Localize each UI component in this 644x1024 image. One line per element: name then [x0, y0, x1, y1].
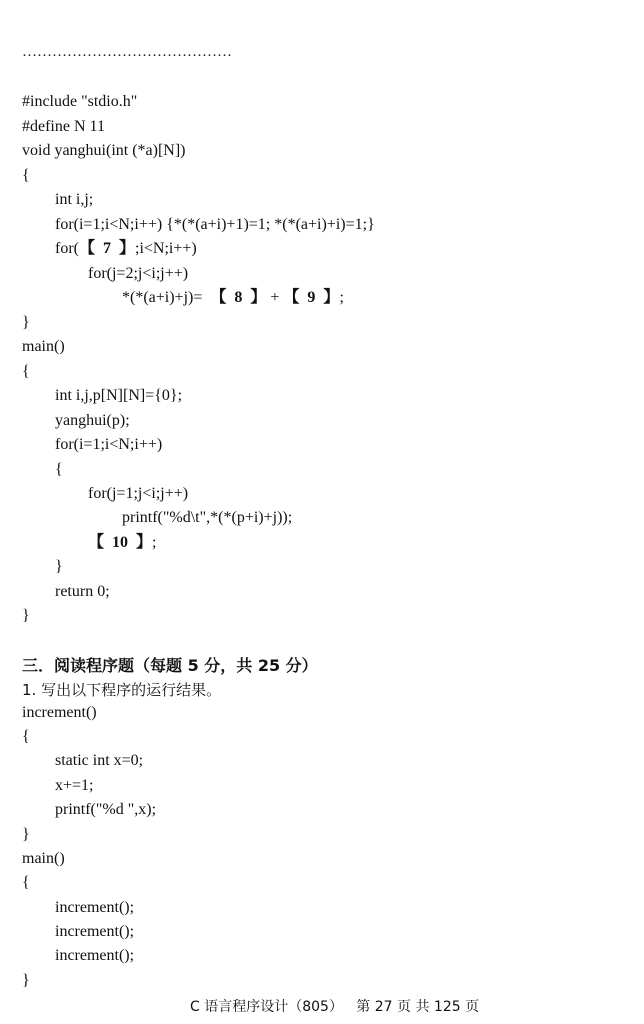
code-line: #define N 11 [22, 118, 105, 135]
code-line: x+=1; [55, 777, 94, 794]
blank-7: 【 7 】 [78, 240, 135, 257]
code-text: ; [339, 289, 344, 306]
separator-dots: …………………………………… [22, 44, 232, 60]
code-line: { [22, 363, 30, 380]
page-footer: C 语言程序设计（805） 第 27 页 共 125 页 [190, 999, 480, 1015]
code-line: int i,j,p[N][N]={0}; [55, 387, 183, 404]
code-line: { [55, 461, 63, 478]
code-line: for(j=1;j<i;j++) [88, 485, 189, 502]
code-line: main() [22, 338, 65, 355]
code-line: static int x=0; [55, 752, 144, 769]
code-line: { [22, 167, 30, 184]
code-line: } [22, 314, 30, 331]
code-line: printf("%d ",x); [55, 801, 157, 818]
code-line: increment(); [55, 923, 135, 940]
code-line: #include "stdio.h" [22, 93, 138, 110]
code-text: ; [152, 534, 157, 551]
code-line: increment(); [55, 947, 135, 964]
code-line-blank-7 [55, 239, 197, 259]
code-text: + [266, 289, 284, 306]
code-text: ;i<N;i++) [135, 240, 197, 257]
blank-8: 【 8 】 [210, 289, 267, 306]
code-line: increment(); [55, 899, 135, 916]
code-line: for(j=2;j<i;j++) [88, 265, 189, 282]
question-text: 1. 写出以下程序的运行结果。 [22, 681, 222, 699]
code-line: } [55, 558, 63, 575]
code-line: int i,j; [55, 191, 94, 208]
code-text: *(*(a+i)+j)= [122, 289, 203, 306]
code-line: printf("%d\t",*(*(p+i)+j)); [122, 509, 293, 526]
code-line: } [22, 826, 30, 843]
section-title: 三．阅读程序题（每题 5 分，共 25 分） [22, 656, 318, 675]
code-line-blank-8-9 [122, 288, 344, 308]
code-line-blank-10 [88, 533, 156, 553]
code-line: { [22, 728, 30, 745]
code-line: yanghui(p); [55, 412, 130, 429]
code-line: } [22, 607, 30, 624]
code-line: for(i=1;i<N;i++) {*(*(a+i)+1)=1; *(*(a+i)+i)=1;} [55, 216, 375, 233]
code-line: void yanghui(int (*a)[N]) [22, 142, 186, 159]
code-line: increment() [22, 704, 97, 721]
code-line: } [22, 972, 30, 989]
code-line: for(i=1;i<N;i++) [55, 436, 163, 453]
code-line: return 0; [55, 583, 110, 600]
blank-10: 【 10 】 [88, 534, 153, 551]
code-text: for( [55, 240, 79, 257]
blank-9: 【 9 】 [283, 289, 340, 306]
code-line: main() [22, 850, 65, 867]
code-line: { [22, 874, 30, 891]
